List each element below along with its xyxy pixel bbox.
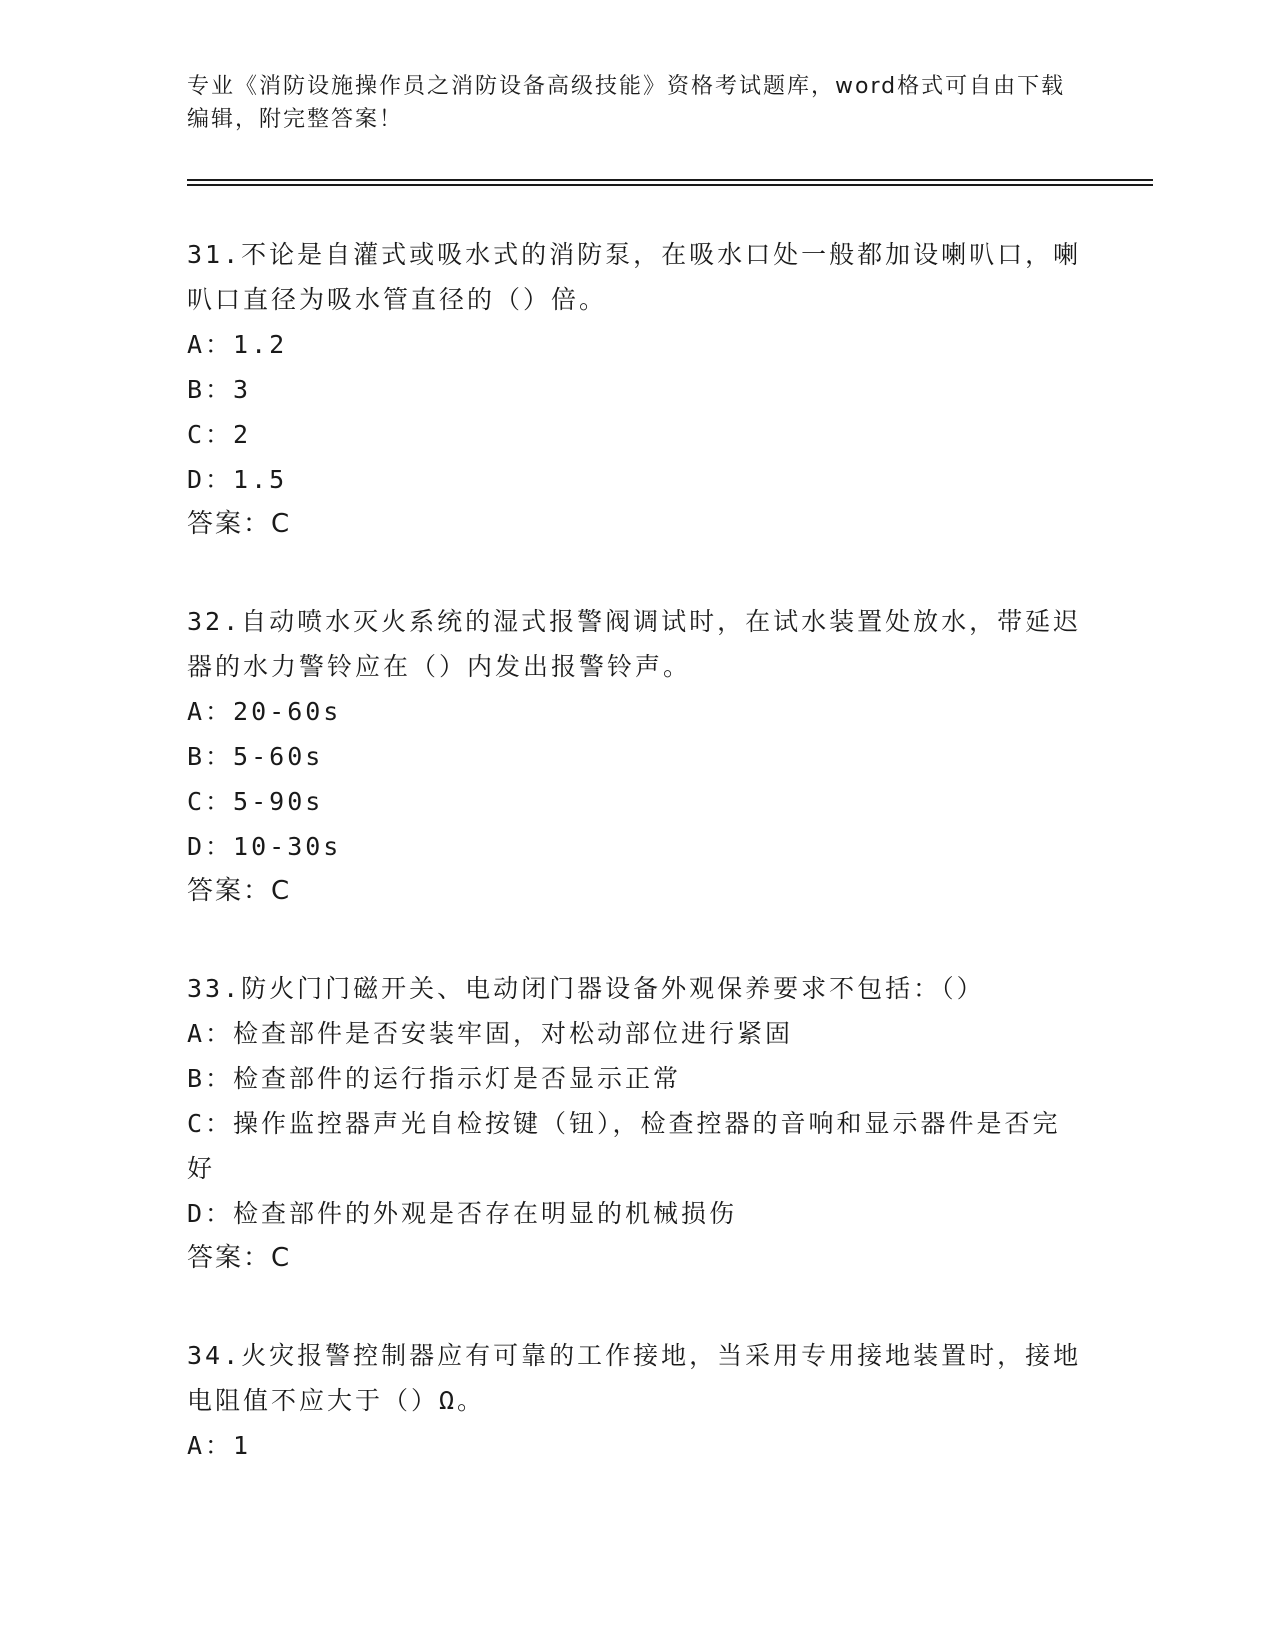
option-c: C：5-90s [187,787,324,816]
option-b: B：3 [187,375,252,404]
option-list [187,1011,1087,1236]
option-d: D：1.5 [187,465,288,494]
option-a: A：20-60s [187,697,342,726]
question-stem: 31.不论是自灌式或吸水式的消防泵，在吸水口处一般都加设喇叭口，喇叭口直径为吸水管直径的（）倍。 [187,240,1082,314]
header-rule-bottom [187,184,1153,186]
answer: 答案：C [187,1243,292,1273]
question-32 [187,599,1087,914]
option-list [187,1423,1087,1468]
option-a: A：1.2 [187,330,288,359]
question-31 [187,232,1087,547]
header-note: 专业《消防设施操作员之消防设备高级技能》资格考试题库，word格式可自由下载编辑，附完整答案！ [187,74,1066,132]
option-a: A：检查部件是否安装牢固，对松动部位进行紧固 [187,1019,794,1048]
option-b: B：5-60s [187,742,324,771]
answer: 答案：C [187,876,292,906]
question-stem: 33.防火门门磁开关、电动闭门器设备外观保养要求不包括：（） [187,974,985,1003]
option-b: B：检查部件的运行指示灯是否显示正常 [187,1064,682,1093]
option-d: D：检查部件的外观是否存在明显的机械损伤 [187,1199,738,1228]
question-stem: 32.自动喷水灭火系统的湿式报警阀调试时，在试水装置处放水，带延迟器的水力警铃应在（）内发出报警铃声。 [187,607,1082,681]
question-list [187,232,1087,1520]
option-c: C：2 [187,420,252,449]
option-list [187,689,1087,869]
question-stem: 34.火灾报警控制器应有可靠的工作接地，当采用专用接地装置时，接地电阻值不应大于（）Ω。 [187,1341,1082,1415]
header-rule-top [187,179,1153,181]
option-d: D：10-30s [187,832,342,861]
question-33 [187,966,1087,1281]
option-a: A：1 [187,1431,252,1460]
question-34 [187,1333,1087,1468]
answer: 答案：C [187,509,292,539]
option-c: C：操作监控器声光自检按键（钮），检查控器的音响和显示器件是否完好 [187,1109,1061,1183]
option-list [187,322,1087,502]
